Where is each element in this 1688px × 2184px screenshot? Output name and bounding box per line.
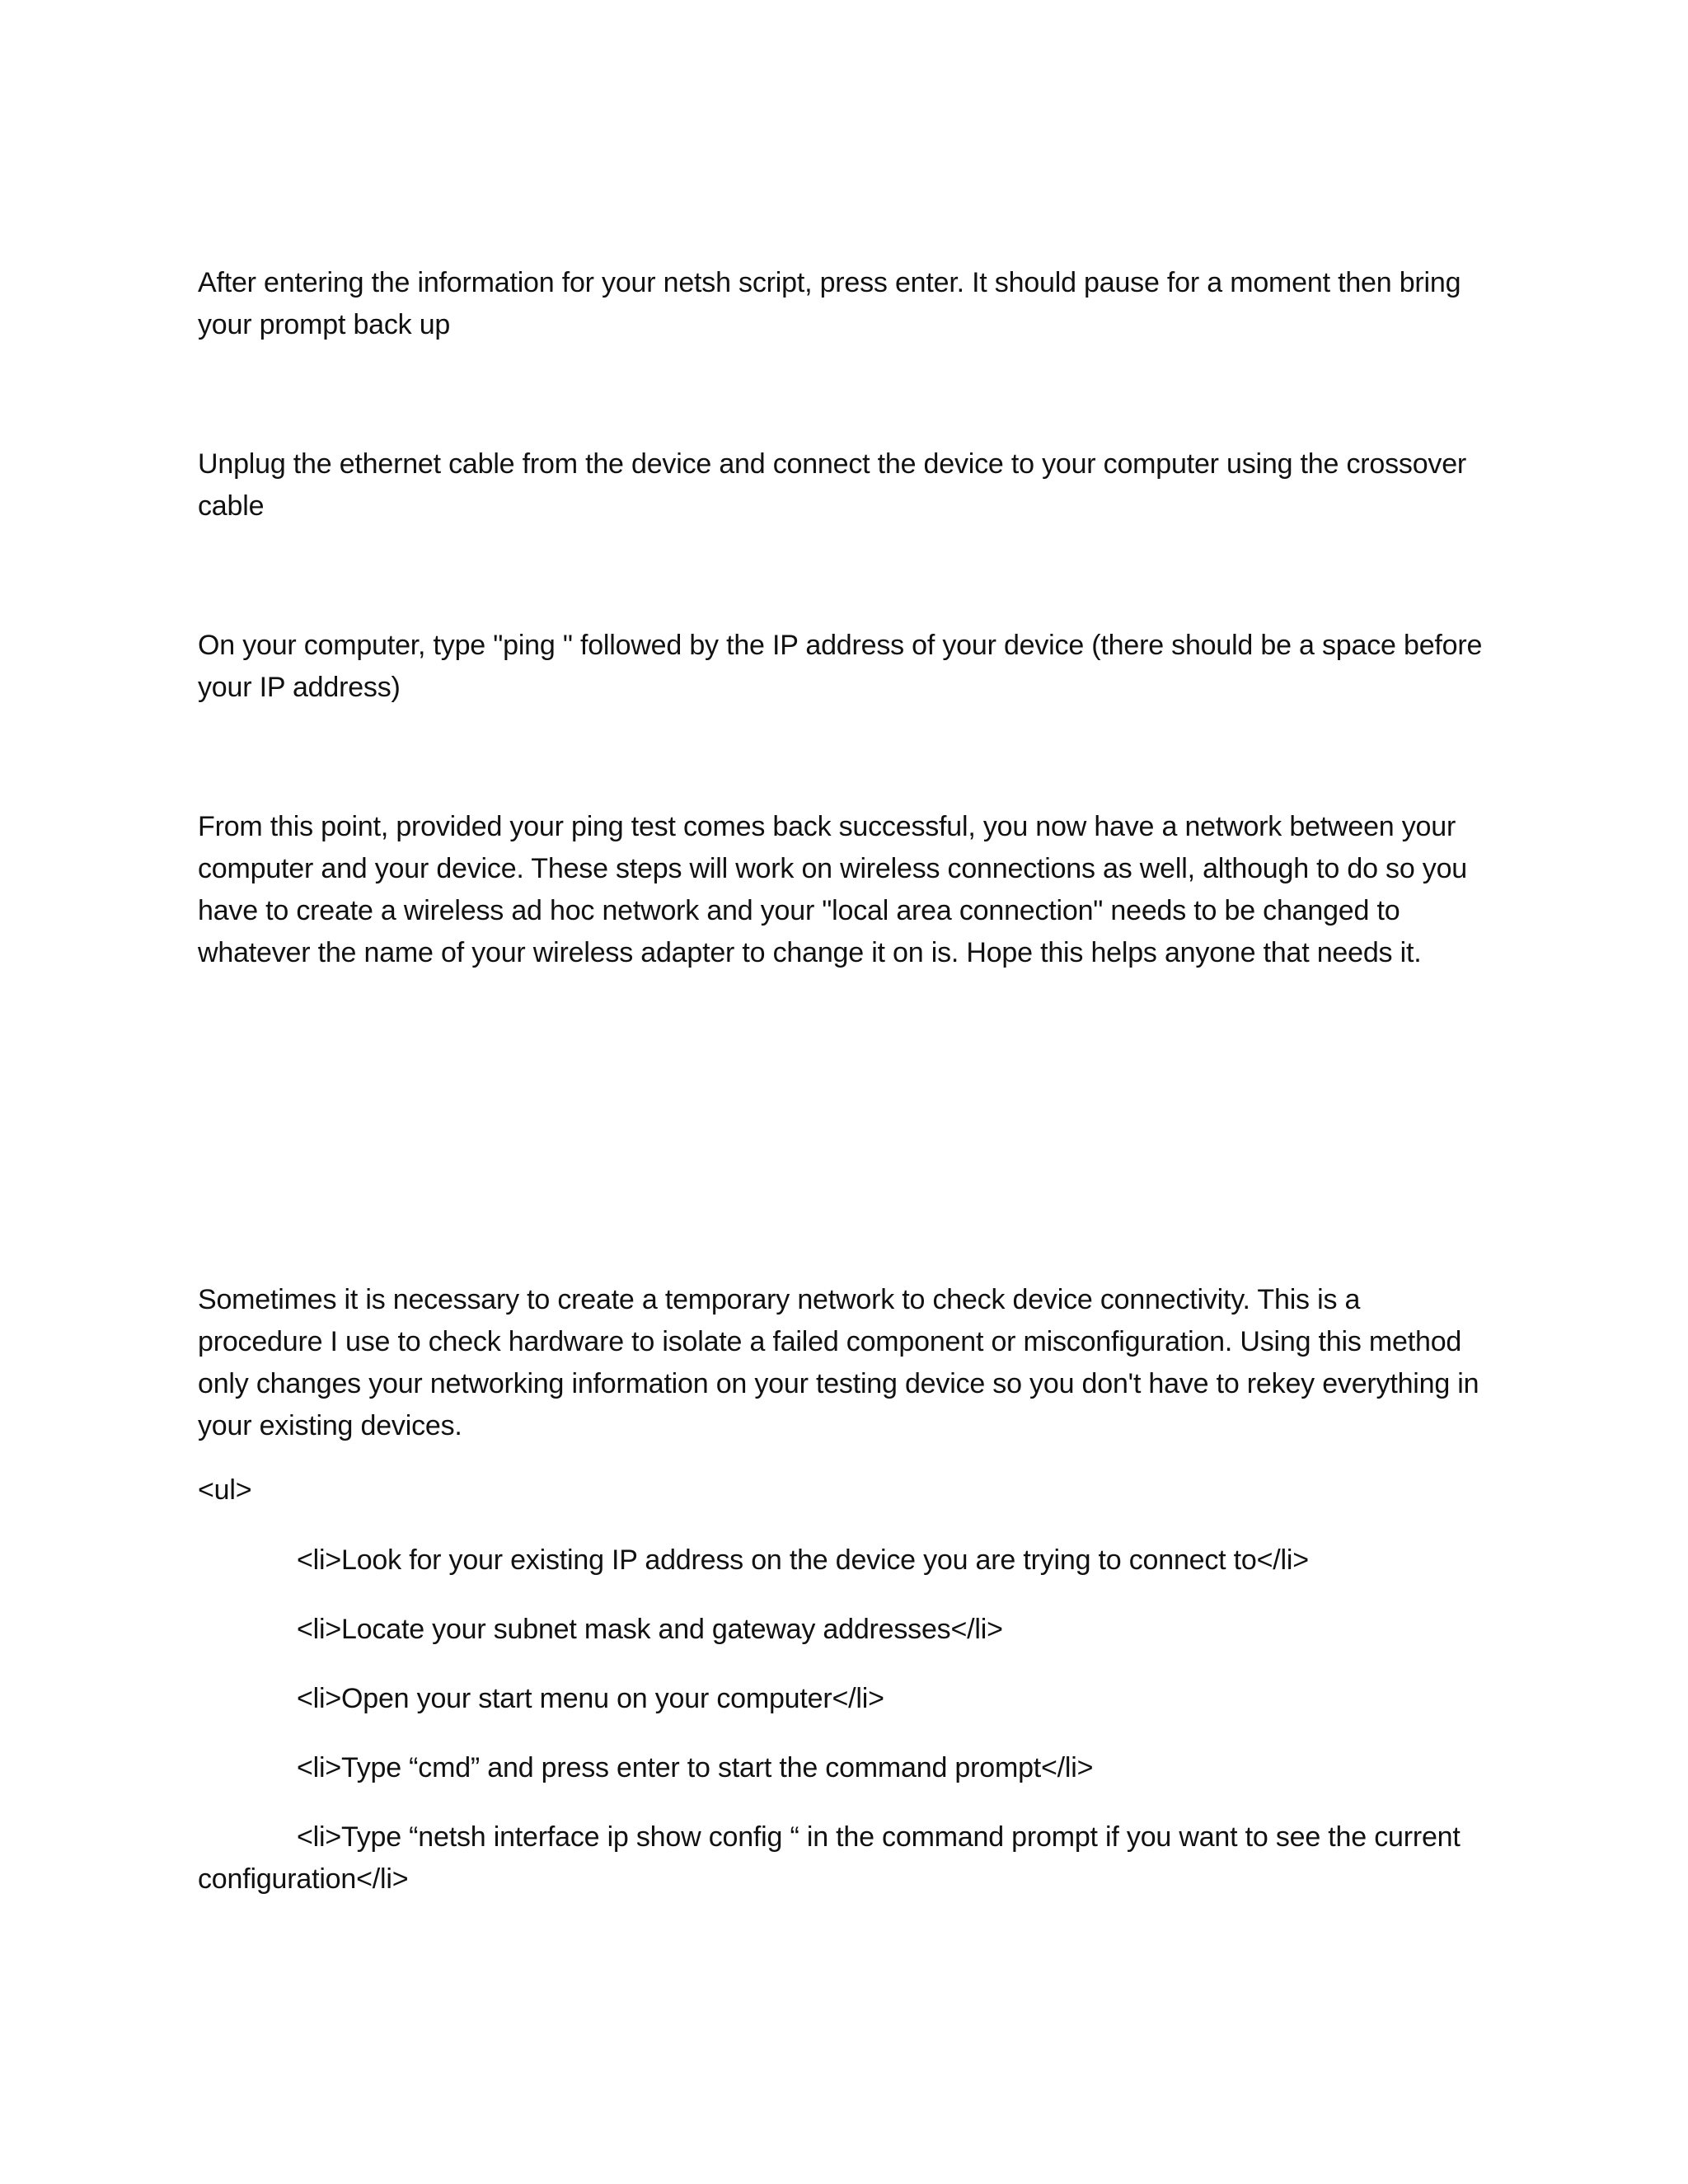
list-open-tag: <ul> <box>198 1474 252 1506</box>
paragraph-ping-instruction: On your computer, type "ping " followed by the IP address of your device (there should be a space before your IP address) <box>198 630 1483 703</box>
list-item: <li>Locate your subnet mask and gateway addresses</li> <box>297 1614 1003 1645</box>
paragraph-crossover-cable: Unplug the ethernet cable from the device and connect the device to your computer using the crossover cable <box>198 448 1467 522</box>
list-item: <li>Type “cmd” and press enter to start the command prompt</li> <box>297 1752 1094 1783</box>
paragraph-intro-temporary-network: Sometimes it is necessary to create a temporary network to check device connectivity. This is a procedure I use to check hardware to isolate a failed component or misconfiguration. Using this method only changes your networking information on your testing device so you don't have to rekey everything in your existing devices. <box>198 1284 1479 1441</box>
list-item: <li>Look for your existing IP address on the device you are trying to connect to</li> <box>297 1544 1309 1576</box>
list-item: <li>Type “netsh interface ip show config “ in the command prompt if you want to see the current configuration</li> <box>198 1821 1461 1895</box>
paragraph-netsh-enter: After entering the information for your netsh script, press enter. It should pause for a moment then bring your prompt back up <box>198 267 1461 340</box>
paragraph-network-success: From this point, provided your ping test comes back successful, you now have a network between your computer and your device. These steps will work on wireless connections as well, although to do so you have to create a wireless ad hoc network and your "local area connection" needs to be changed to whatever the name of your wireless adapter to change it on is. Hope this helps anyone that needs it. <box>198 811 1468 968</box>
list-item: <li>Open your start menu on your computer</li> <box>297 1683 884 1714</box>
